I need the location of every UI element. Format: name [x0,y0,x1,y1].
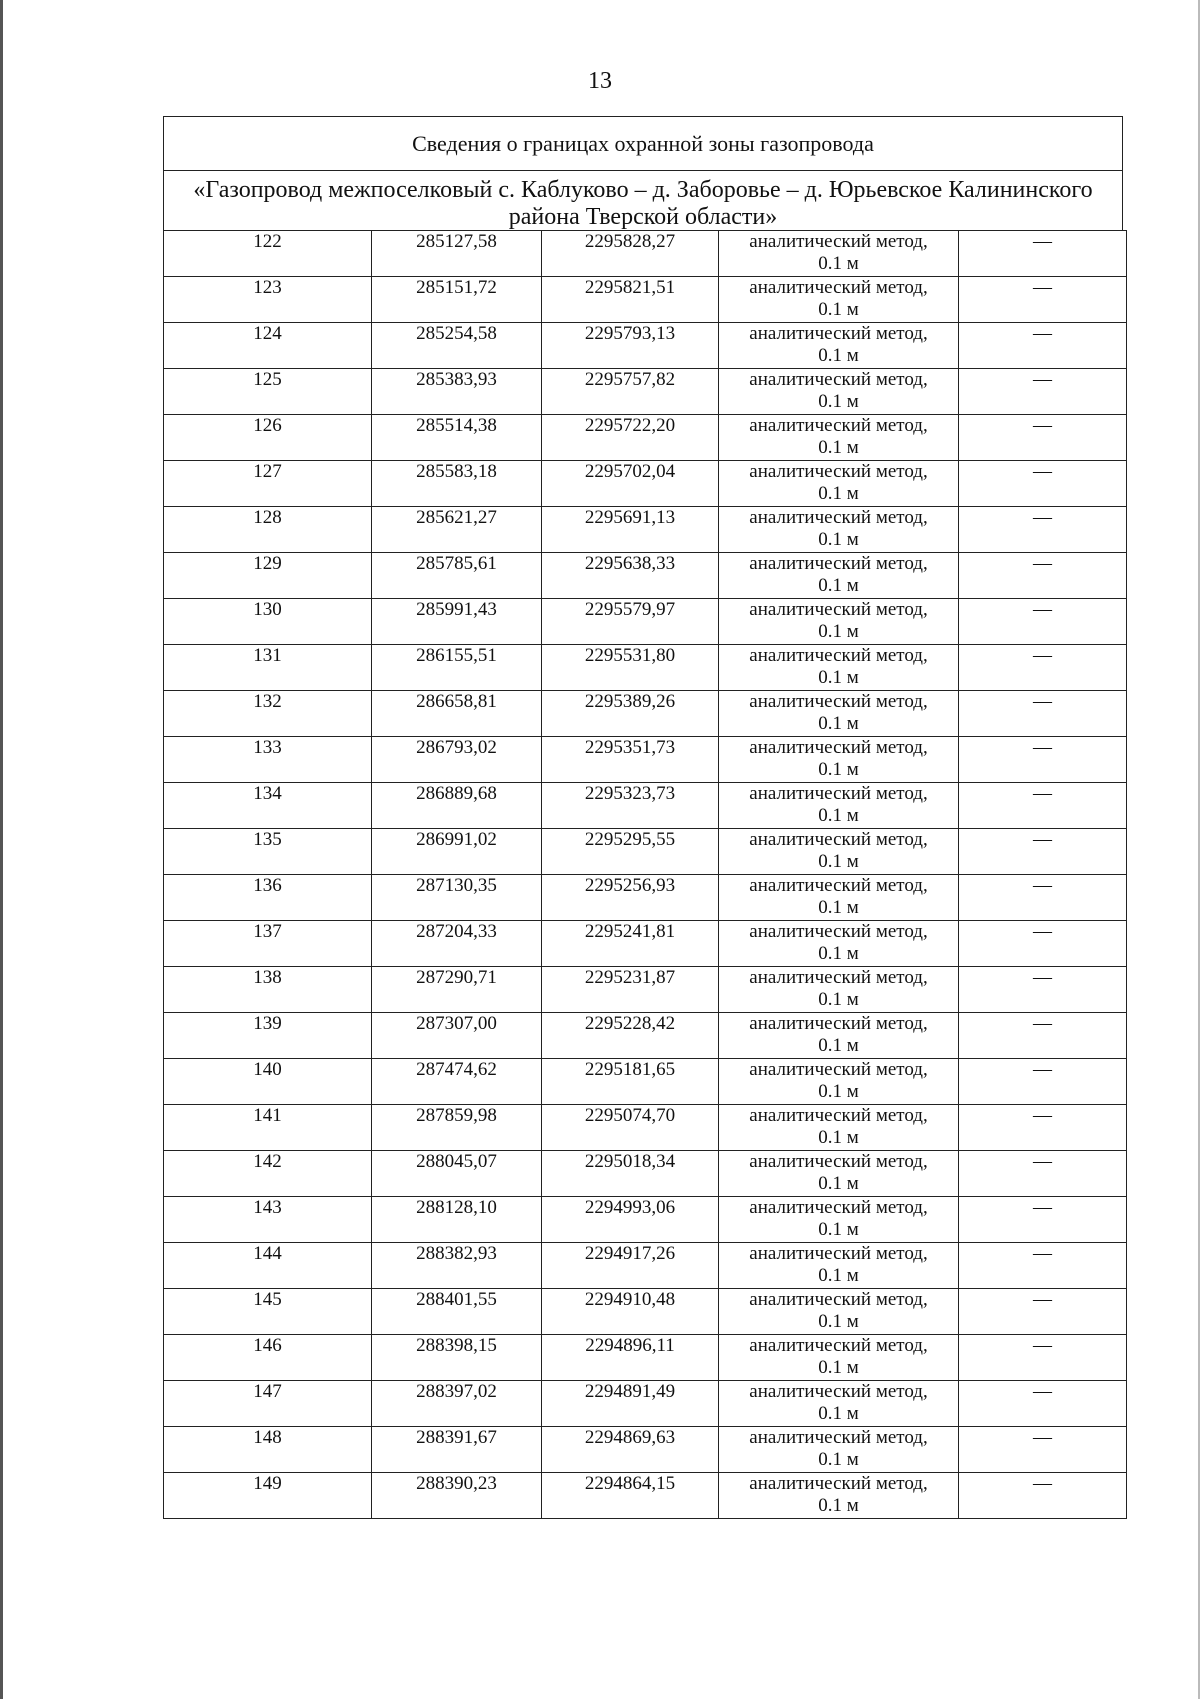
x-coordinate-cell: 285583,18 [372,461,542,507]
y-coordinate-cell: 2295757,82 [542,369,719,415]
method-text: аналитический метод, [749,1289,928,1310]
x-coordinate-cell: 287130,35 [372,875,542,921]
x-coordinate-cell: 288390,23 [372,1473,542,1519]
method-cell [719,921,959,967]
note-cell: — [959,461,1127,507]
x-coordinate-cell: 286155,51 [372,645,542,691]
method-precision: 0.1 м [818,1173,859,1194]
subtitle-line-2: района Тверской области» [508,204,778,230]
note-cell: — [959,1289,1127,1335]
y-coordinate-cell: 2294917,26 [542,1243,719,1289]
y-coordinate-cell: 2294891,49 [542,1381,719,1427]
method-text: аналитический метод, [749,829,928,850]
method-text: аналитический метод, [749,1013,928,1034]
y-coordinate-cell: 2294896,11 [542,1335,719,1381]
point-number-cell: 138 [164,967,372,1013]
note-cell: — [959,231,1127,277]
note-cell: — [959,415,1127,461]
note-cell: — [959,737,1127,783]
method-precision: 0.1 м [818,1127,859,1148]
method-precision: 0.1 м [818,621,859,642]
method-text: аналитический метод, [749,1335,928,1356]
x-coordinate-cell: 286793,02 [372,737,542,783]
method-cell [719,599,959,645]
method-precision: 0.1 м [818,299,859,320]
method-text: аналитический метод, [749,323,928,344]
method-precision: 0.1 м [818,1219,859,1240]
y-coordinate-cell: 2295702,04 [542,461,719,507]
table-row [164,875,1127,921]
method-precision: 0.1 м [818,759,859,780]
method-cell [719,323,959,369]
method-cell [719,1243,959,1289]
method-text: аналитический метод, [749,231,928,252]
point-number-cell: 126 [164,415,372,461]
method-cell [719,1059,959,1105]
y-coordinate-cell: 2295074,70 [542,1105,719,1151]
table-row [164,1151,1127,1197]
point-number-cell: 130 [164,599,372,645]
table-row [164,967,1127,1013]
table-row [164,691,1127,737]
method-cell [719,1105,959,1151]
note-cell: — [959,1105,1127,1151]
coordinates-table [163,230,1127,1519]
method-text: аналитический метод, [749,415,928,436]
method-cell [719,1289,959,1335]
table-row [164,1013,1127,1059]
y-coordinate-cell: 2295231,87 [542,967,719,1013]
method-text: аналитический метод, [749,1243,928,1264]
method-precision: 0.1 м [818,345,859,366]
method-precision: 0.1 м [818,1495,859,1516]
method-precision: 0.1 м [818,1081,859,1102]
table-row [164,1427,1127,1473]
method-text: аналитический метод, [749,1473,928,1494]
table-row [164,1105,1127,1151]
method-precision: 0.1 м [818,1403,859,1424]
point-number-cell: 148 [164,1427,372,1473]
method-cell [719,645,959,691]
y-coordinate-cell: 2295181,65 [542,1059,719,1105]
point-number-cell: 134 [164,783,372,829]
table-row [164,369,1127,415]
table-row [164,1059,1127,1105]
point-number-cell: 127 [164,461,372,507]
x-coordinate-cell: 288397,02 [372,1381,542,1427]
x-coordinate-cell: 288391,67 [372,1427,542,1473]
subtitle-line-1: «Газопровод межпоселковый с. Каблуково – д. Заборовье – д. Юрьевское Калининского [193,177,1093,203]
x-coordinate-cell: 288128,10 [372,1197,542,1243]
method-cell [719,875,959,921]
method-text: аналитический метод, [749,369,928,390]
point-number-cell: 144 [164,1243,372,1289]
x-coordinate-cell: 285383,93 [372,369,542,415]
y-coordinate-cell: 2295018,34 [542,1151,719,1197]
x-coordinate-cell: 288401,55 [372,1289,542,1335]
note-cell: — [959,921,1127,967]
table-row [164,415,1127,461]
method-cell [719,1473,959,1519]
note-cell: — [959,507,1127,553]
point-number-cell: 141 [164,1105,372,1151]
table-row [164,1381,1127,1427]
point-number-cell: 128 [164,507,372,553]
method-text: аналитический метод, [749,1059,928,1080]
y-coordinate-cell: 2294910,48 [542,1289,719,1335]
table-row [164,783,1127,829]
method-precision: 0.1 м [818,989,859,1010]
point-number-cell: 125 [164,369,372,415]
y-coordinate-cell: 2295579,97 [542,599,719,645]
point-number-cell: 137 [164,921,372,967]
x-coordinate-cell: 285254,58 [372,323,542,369]
table-row [164,1335,1127,1381]
table-row [164,1197,1127,1243]
method-precision: 0.1 м [818,253,859,274]
x-coordinate-cell: 287204,33 [372,921,542,967]
point-number-cell: 143 [164,1197,372,1243]
method-cell [719,737,959,783]
method-cell [719,553,959,599]
point-number-cell: 140 [164,1059,372,1105]
y-coordinate-cell: 2295389,26 [542,691,719,737]
method-cell [719,1335,959,1381]
method-precision: 0.1 м [818,713,859,734]
y-coordinate-cell: 2294869,63 [542,1427,719,1473]
x-coordinate-cell: 285127,58 [372,231,542,277]
method-text: аналитический метод, [749,507,928,528]
method-precision: 0.1 м [818,667,859,688]
table-row [164,599,1127,645]
method-precision: 0.1 м [818,483,859,504]
x-coordinate-cell: 285151,72 [372,277,542,323]
method-text: аналитический метод, [749,461,928,482]
note-cell: — [959,323,1127,369]
table-row [164,921,1127,967]
method-text: аналитический метод, [749,645,928,666]
page-number: 13 [588,68,612,94]
note-cell: — [959,1473,1127,1519]
y-coordinate-cell: 2295256,93 [542,875,719,921]
table-row [164,277,1127,323]
x-coordinate-cell: 286991,02 [372,829,542,875]
point-number-cell: 136 [164,875,372,921]
x-coordinate-cell: 287859,98 [372,1105,542,1151]
table-row [164,461,1127,507]
method-cell [719,967,959,1013]
note-cell: — [959,599,1127,645]
note-cell: — [959,369,1127,415]
method-cell [719,691,959,737]
method-precision: 0.1 м [818,943,859,964]
note-cell: — [959,1243,1127,1289]
point-number-cell: 124 [164,323,372,369]
method-text: аналитический метод, [749,875,928,896]
note-cell: — [959,1151,1127,1197]
method-text: аналитический метод, [749,1381,928,1402]
method-precision: 0.1 м [818,1357,859,1378]
point-number-cell: 147 [164,1381,372,1427]
x-coordinate-cell: 285621,27 [372,507,542,553]
note-cell: — [959,277,1127,323]
method-precision: 0.1 м [818,437,859,458]
x-coordinate-cell: 287307,00 [372,1013,542,1059]
method-text: аналитический метод, [749,1197,928,1218]
method-cell [719,277,959,323]
y-coordinate-cell: 2295722,20 [542,415,719,461]
method-cell [719,1151,959,1197]
point-number-cell: 142 [164,1151,372,1197]
point-number-cell: 145 [164,1289,372,1335]
y-coordinate-cell: 2295323,73 [542,783,719,829]
x-coordinate-cell: 287290,71 [372,967,542,1013]
note-cell: — [959,645,1127,691]
note-cell: — [959,1197,1127,1243]
method-precision: 0.1 м [818,575,859,596]
method-cell [719,415,959,461]
note-cell: — [959,1381,1127,1427]
method-text: аналитический метод, [749,1151,928,1172]
x-coordinate-cell: 288398,15 [372,1335,542,1381]
y-coordinate-cell: 2295295,55 [542,829,719,875]
y-coordinate-cell: 2294993,06 [542,1197,719,1243]
y-coordinate-cell: 2295351,73 [542,737,719,783]
x-coordinate-cell: 287474,62 [372,1059,542,1105]
document-sheet [163,116,1123,1519]
x-coordinate-cell: 288045,07 [372,1151,542,1197]
note-cell: — [959,967,1127,1013]
note-cell: — [959,1427,1127,1473]
method-text: аналитический метод, [749,1105,928,1126]
table-header [163,116,1123,230]
method-text: аналитический метод, [749,599,928,620]
table-row [164,1243,1127,1289]
method-precision: 0.1 м [818,1449,859,1470]
table-row [164,1473,1127,1519]
method-precision: 0.1 м [818,1265,859,1286]
x-coordinate-cell: 286658,81 [372,691,542,737]
method-precision: 0.1 м [818,391,859,412]
point-number-cell: 139 [164,1013,372,1059]
method-precision: 0.1 м [818,1311,859,1332]
method-precision: 0.1 м [818,529,859,550]
method-text: аналитический метод, [749,277,928,298]
y-coordinate-cell: 2295828,27 [542,231,719,277]
table-row [164,553,1127,599]
note-cell: — [959,829,1127,875]
note-cell: — [959,691,1127,737]
note-cell: — [959,875,1127,921]
method-cell [719,461,959,507]
method-text: аналитический метод, [749,967,928,988]
y-coordinate-cell: 2294864,15 [542,1473,719,1519]
note-cell: — [959,553,1127,599]
method-precision: 0.1 м [818,1035,859,1056]
table-subtitle [164,171,1122,230]
y-coordinate-cell: 2295228,42 [542,1013,719,1059]
point-number-cell: 132 [164,691,372,737]
point-number-cell: 129 [164,553,372,599]
method-precision: 0.1 м [818,805,859,826]
scan-left-edge [0,0,3,1699]
method-text: аналитический метод, [749,737,928,758]
point-number-cell: 122 [164,231,372,277]
point-number-cell: 131 [164,645,372,691]
point-number-cell: 149 [164,1473,372,1519]
table-row [164,323,1127,369]
note-cell: — [959,1059,1127,1105]
x-coordinate-cell: 285785,61 [372,553,542,599]
method-cell [719,783,959,829]
point-number-cell: 135 [164,829,372,875]
x-coordinate-cell: 285514,38 [372,415,542,461]
table-row [164,507,1127,553]
method-precision: 0.1 м [818,851,859,872]
y-coordinate-cell: 2295821,51 [542,277,719,323]
method-cell [719,1013,959,1059]
y-coordinate-cell: 2295793,13 [542,323,719,369]
y-coordinate-cell: 2295531,80 [542,645,719,691]
method-text: аналитический метод, [749,921,928,942]
method-text: аналитический метод, [749,1427,928,1448]
point-number-cell: 146 [164,1335,372,1381]
table-row [164,737,1127,783]
method-cell [719,369,959,415]
method-cell [719,1381,959,1427]
y-coordinate-cell: 2295638,33 [542,553,719,599]
method-cell [719,1197,959,1243]
coordinates-table-body [164,231,1127,1519]
y-coordinate-cell: 2295241,81 [542,921,719,967]
table-row [164,645,1127,691]
point-number-cell: 123 [164,277,372,323]
note-cell: — [959,1335,1127,1381]
method-text: аналитический метод, [749,691,928,712]
method-cell [719,507,959,553]
point-number-cell: 133 [164,737,372,783]
table-row [164,231,1127,277]
method-cell [719,231,959,277]
note-cell: — [959,783,1127,829]
table-row [164,829,1127,875]
method-cell [719,1427,959,1473]
method-cell [719,829,959,875]
x-coordinate-cell: 286889,68 [372,783,542,829]
method-precision: 0.1 м [818,897,859,918]
method-text: аналитический метод, [749,783,928,804]
table-row [164,1289,1127,1335]
note-cell: — [959,1013,1127,1059]
x-coordinate-cell: 288382,93 [372,1243,542,1289]
method-text: аналитический метод, [749,553,928,574]
x-coordinate-cell: 285991,43 [372,599,542,645]
table-title: Сведения о границах охранной зоны газопровода [164,117,1122,171]
y-coordinate-cell: 2295691,13 [542,507,719,553]
